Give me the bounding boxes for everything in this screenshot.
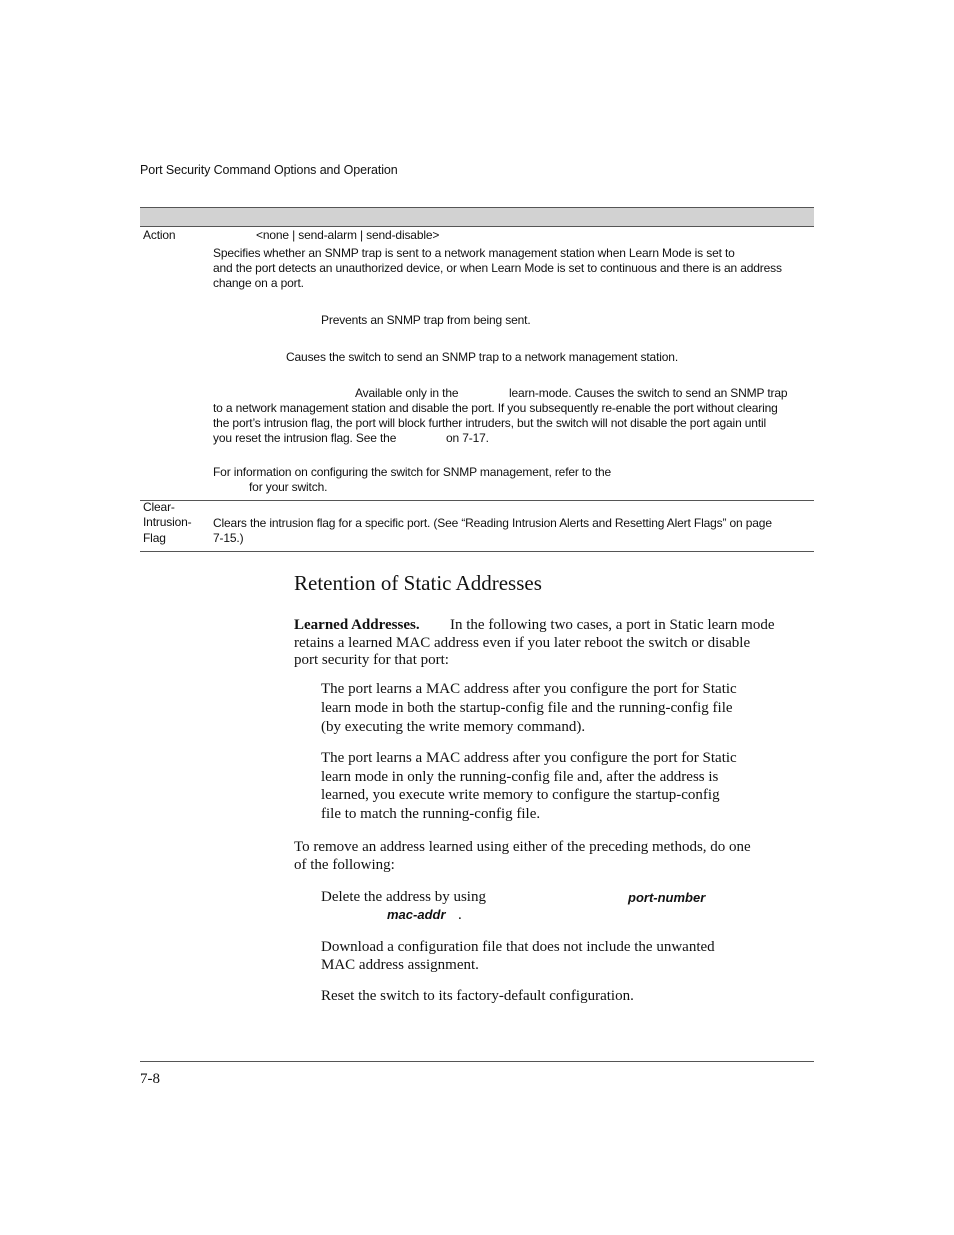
row-action-desc-line: change on a port. — [213, 276, 304, 290]
row-action-note-line: for your switch. — [249, 480, 328, 494]
download-config-line: Download a configuration file that does not include the unwanted — [321, 939, 715, 955]
case2-line: The port learns a MAC address after you configure the port for Static — [321, 750, 737, 766]
download-config-line: MAC address assignment. — [321, 957, 479, 973]
row-action-desc-line: Specifies whether an SNMP trap is sent to a network management station when Learn Mode is set to — [213, 246, 735, 260]
option-send-disable-line: the port’s intrusion flag, the port will block further intruders, but the switch will not disable the port again until — [213, 416, 767, 430]
case2-line: file to match the running-config file. — [321, 806, 541, 822]
running-header: Port Security Command Options and Operation — [140, 163, 398, 177]
case2-line: learn mode in only the running-config file and, after the address is — [321, 769, 719, 785]
intro-line: retains a learned MAC address even if you later reboot the switch or disable — [294, 635, 751, 651]
table-header-bar — [140, 207, 814, 227]
learned-addresses-lead: Learned Addresses. — [294, 617, 420, 633]
reset-switch-text: Reset the switch to its factory-default configuration. — [321, 988, 634, 1004]
table-row-divider — [140, 500, 814, 501]
option-send-alarm-description: Causes the switch to send an SNMP trap to a network management station. — [286, 350, 679, 364]
row-action-syntax: <none | send-alarm | send-disable> — [256, 228, 440, 242]
row-action-desc-line: and the port detects an unauthorized device, or when Learn Mode is set to continuous and there is an address — [213, 261, 782, 275]
row-clear-intrusion-name: Intrusion- — [143, 515, 192, 529]
case1-line: learn mode in both the startup-config file and the running-config file — [321, 700, 733, 716]
remove-intro-line: of the following: — [294, 857, 395, 873]
option-send-disable-line: you reset the intrusion flag. See the — [213, 431, 397, 445]
option-send-disable-line: Available only in the — [355, 386, 459, 400]
option-send-disable-line: learn-mode. Causes the switch to send an SNMP trap — [509, 386, 788, 400]
case1-line: The port learns a MAC address after you configure the port for Static — [321, 681, 737, 697]
intro-line: In the following two cases, a port in Static learn mode — [450, 617, 775, 633]
delete-address-end: . — [458, 907, 462, 923]
delete-address-text: Delete the address by using — [321, 889, 486, 905]
row-action-note-line: For information on configuring the switch for SNMP management, refer to the — [213, 465, 612, 479]
footer-rule — [140, 1061, 814, 1062]
row-clear-intrusion-desc-line: Clears the intrusion flag for a specific port. (See “Reading Intrusion Alerts and Resetting Alert Flags” on page — [213, 516, 772, 530]
row-clear-intrusion-name: Clear- — [143, 500, 175, 514]
case1-line: (by executing the write memory command). — [321, 719, 586, 735]
mac-addr-param: mac-addr — [387, 907, 446, 922]
page-number: 7-8 — [140, 1071, 160, 1087]
row-action-name: Action — [143, 228, 176, 242]
intro-line: port security for that port: — [294, 652, 449, 668]
option-send-disable-line: to a network management station and disable the port. If you subsequently re-enable the port without clearing — [213, 401, 778, 415]
case2-line: learned, you execute write memory to configure the startup-config — [321, 787, 720, 803]
table-bottom-rule — [140, 551, 814, 552]
section-heading: Retention of Static Addresses — [294, 571, 542, 595]
row-clear-intrusion-name: Flag — [143, 531, 166, 545]
row-clear-intrusion-desc-line: 7-15.) — [213, 531, 244, 545]
option-none-description: Prevents an SNMP trap from being sent. — [321, 313, 531, 327]
option-send-disable-line: on 7-17. — [446, 431, 489, 445]
remove-intro-line: To remove an address learned using either of the preceding methods, do one — [294, 839, 751, 855]
port-number-param: port-number — [628, 890, 706, 905]
